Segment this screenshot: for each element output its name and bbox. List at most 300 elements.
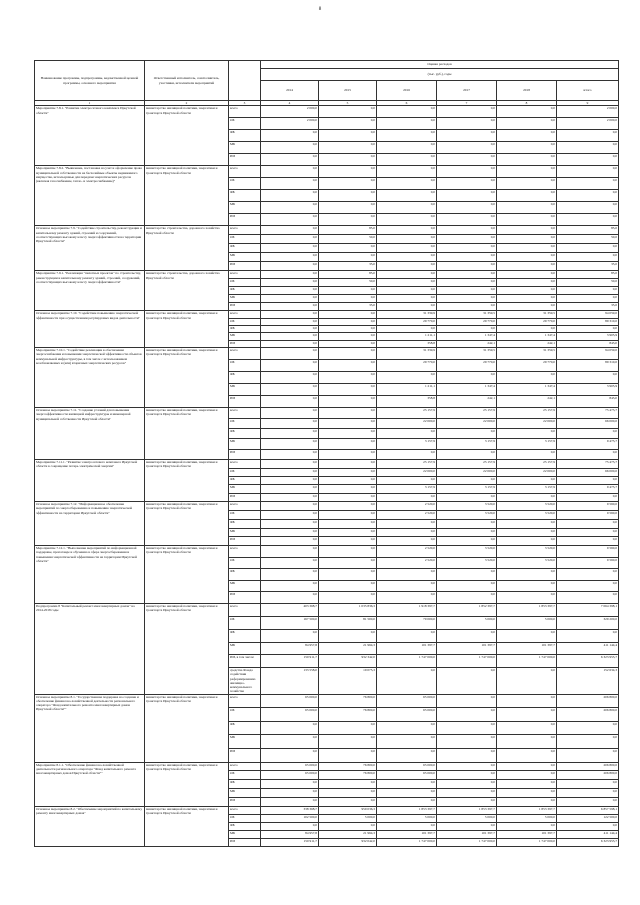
amount-cell: 65 000,0 bbox=[261, 694, 319, 708]
activity-name: Мероприятие 7.8.1. "Развитие электросетевого комплекса Иркутской области" bbox=[35, 106, 145, 166]
amount-cell: 0,0 bbox=[319, 318, 377, 325]
amount-cell: 0,0 bbox=[497, 822, 557, 830]
amount-cell: 0,0 bbox=[437, 449, 497, 459]
activity-name: Мероприятие 7.9.1. "Реализация "пилотных проектов" по строительству, реконструкции и капитальному ремонту зданий, строений, сооружений, соответствующих высокому классу энергоэффективности" bbox=[35, 271, 145, 311]
amount-cell: 0,0 bbox=[437, 493, 497, 501]
amount-cell: 0,0 bbox=[319, 428, 377, 438]
amount-cell: 65 000,0 bbox=[377, 694, 437, 708]
amount-cell: 29 770,0 bbox=[497, 318, 557, 325]
funding-source: всего bbox=[229, 694, 261, 708]
amount-cell: 0,0 bbox=[377, 202, 437, 214]
amount-cell: 0,0 bbox=[497, 762, 557, 771]
column-index: 9 bbox=[557, 101, 619, 106]
amount-cell: 0,0 bbox=[319, 372, 377, 384]
amount-cell: 50,0 bbox=[557, 235, 619, 244]
amount-cell: 0,0 bbox=[437, 771, 497, 780]
amount-cell: 3 905,9 bbox=[557, 384, 619, 396]
amount-cell: 152 634,3 bbox=[557, 668, 619, 695]
amount-cell: 0,0 bbox=[319, 580, 377, 592]
column-index: 8 bbox=[497, 101, 557, 106]
funding-source: ОБ bbox=[229, 814, 261, 822]
column-index: 4 bbox=[261, 101, 319, 106]
amount-cell: 1 918 397,7 bbox=[377, 604, 437, 617]
amount-cell: 242,1 bbox=[437, 340, 497, 347]
amount-cell: 9 473,7 bbox=[557, 439, 619, 449]
amount-cell: 0,0 bbox=[319, 178, 377, 190]
amount-cell: 843,0 bbox=[557, 396, 619, 408]
amount-cell: 2 000,0 bbox=[557, 106, 619, 118]
funding-source: ОБ bbox=[229, 360, 261, 372]
amount-cell: 0,0 bbox=[377, 178, 437, 190]
amount-cell: 0,0 bbox=[497, 789, 557, 798]
amount-cell: 0,0 bbox=[377, 735, 437, 749]
header-year: 2018 bbox=[497, 81, 557, 101]
amount-cell: 0,0 bbox=[319, 629, 377, 642]
header-year: итого bbox=[557, 81, 619, 101]
funding-source: МБ bbox=[229, 253, 261, 262]
amount-cell: 22 000,0 bbox=[377, 418, 437, 428]
funding-source: ИИ bbox=[229, 592, 261, 604]
funding-source: ФБ bbox=[229, 629, 261, 642]
amount-cell: 0,0 bbox=[557, 528, 619, 537]
amount-cell: 0,0 bbox=[437, 130, 497, 142]
amount-cell: 0,0 bbox=[261, 279, 319, 287]
amount-cell: 0,0 bbox=[377, 130, 437, 142]
amount-cell: 29 770,0 bbox=[377, 360, 437, 372]
amount-cell: 0,0 bbox=[261, 502, 319, 511]
amount-cell: 101 397,7 bbox=[437, 642, 497, 655]
amount-cell: 9 560,0 bbox=[557, 502, 619, 511]
amount-cell: 0,0 bbox=[261, 311, 319, 318]
activity-name: Мероприятие 7.11.1. "Развитие электросетевого комплекса Иркутской области в сокращение потерь электрической энергии" bbox=[35, 460, 145, 502]
amount-cell: 1 747 000,0 bbox=[497, 838, 557, 846]
amount-cell: 50,0 bbox=[319, 235, 377, 244]
amount-cell: 3 520,0 bbox=[497, 546, 557, 558]
amount-cell: 242,1 bbox=[437, 396, 497, 408]
amount-cell: 0,0 bbox=[497, 130, 557, 142]
amount-cell: 0,0 bbox=[437, 178, 497, 190]
amount-cell: 76 800,0 bbox=[319, 694, 377, 708]
table-row bbox=[35, 106, 619, 118]
amount-cell: 0,0 bbox=[319, 780, 377, 789]
amount-cell: 3 520,0 bbox=[437, 546, 497, 558]
header-responsible: Ответственный исполнитель, соисполнитель, участники, исполнители мероприятий bbox=[145, 61, 229, 101]
amount-cell: 0,0 bbox=[261, 262, 319, 271]
amount-cell: 35,0 bbox=[319, 262, 377, 271]
amount-cell: 0,0 bbox=[497, 771, 557, 780]
amount-cell: 133 558,0 bbox=[261, 668, 319, 695]
amount-cell: 0,0 bbox=[497, 428, 557, 438]
amount-cell: 0,0 bbox=[437, 142, 497, 154]
amount-cell: 25 157,9 bbox=[377, 460, 437, 468]
amount-cell: 0,0 bbox=[261, 360, 319, 372]
amount-cell: 22 000,0 bbox=[377, 468, 437, 476]
funding-source: ФБ bbox=[229, 372, 261, 384]
amount-cell: 0,0 bbox=[377, 154, 437, 166]
responsible-executor: министерство жилищной политики, энергетики и транспорта Иркутской области bbox=[145, 694, 229, 762]
amount-cell: 0,0 bbox=[497, 287, 557, 295]
amount-cell: 0,0 bbox=[497, 449, 557, 459]
amount-cell: 0,0 bbox=[319, 130, 377, 142]
amount-cell: 102 500,0 bbox=[261, 814, 319, 822]
activity-name: Мероприятие 8.1.1. "Обеспечение финансово-хозяйственной деятельности регионального оператора "Фонд капитального ремонта многоквартирных домов Иркутской области"" bbox=[35, 762, 145, 806]
funding-source: ИИ bbox=[229, 449, 261, 459]
amount-cell: 0,0 bbox=[319, 569, 377, 581]
funding-source: МБ bbox=[229, 580, 261, 592]
amount-cell: 0,0 bbox=[261, 476, 319, 484]
amount-cell: 0,0 bbox=[557, 493, 619, 501]
amount-cell: 329 200,0 bbox=[557, 616, 619, 629]
funding-source: ФБ bbox=[229, 519, 261, 528]
amount-cell: 0,0 bbox=[497, 142, 557, 154]
amount-cell: 89 310,0 bbox=[557, 360, 619, 372]
amount-cell: 0,0 bbox=[377, 668, 437, 695]
amount-cell: 0,0 bbox=[497, 592, 557, 604]
amount-cell: 0,0 bbox=[319, 287, 377, 295]
funding-source: МБ bbox=[229, 735, 261, 749]
funding-source: всего bbox=[229, 348, 261, 360]
amount-cell: 0,0 bbox=[319, 557, 377, 569]
amount-cell: 0,0 bbox=[557, 519, 619, 528]
activity-name: Мероприятие 7.10.1. "Содействие реализации в обеспечении энергоснабжения и повышении энергетической эффективности объектов коммунальной инфраструктуры, в том числе с использованием возобновляемых и (или) вторичных энергетических ресурсов" bbox=[35, 348, 145, 408]
amount-cell: 0,0 bbox=[497, 519, 557, 528]
amount-cell: 0,0 bbox=[437, 822, 497, 830]
amount-cell: 5 000,0 bbox=[319, 814, 377, 822]
amount-cell: 2 000,0 bbox=[557, 118, 619, 130]
amount-cell: 0,0 bbox=[319, 519, 377, 528]
amount-cell: 2 000,0 bbox=[261, 106, 319, 118]
amount-cell: 0,0 bbox=[497, 214, 557, 226]
amount-cell: 0,0 bbox=[261, 372, 319, 384]
activity-name: Основное мероприятие 8.1. "Государственная поддержка на создание и обеспечение финансово-хозяйственной деятельности регионального оператора "Фонд капитального ремонта многоквартирных домов Иркутской области"" bbox=[35, 694, 145, 762]
amount-cell: 0,0 bbox=[557, 780, 619, 789]
responsible-executor: министерство жилищной политики, энергетики и транспорта Иркутской области bbox=[145, 502, 229, 546]
table-row bbox=[35, 604, 619, 617]
amount-cell: 0,0 bbox=[261, 460, 319, 468]
amount-cell: 0,0 bbox=[377, 253, 437, 262]
amount-cell: 0,0 bbox=[261, 557, 319, 569]
amount-cell: 0,0 bbox=[319, 106, 377, 118]
funding-source: всего bbox=[229, 271, 261, 279]
amount-cell: 411 144,4 bbox=[557, 830, 619, 838]
amount-cell: 0,0 bbox=[261, 546, 319, 558]
funding-source: всего bbox=[229, 502, 261, 511]
amount-cell: 0,0 bbox=[497, 476, 557, 484]
amount-cell: 242,1 bbox=[497, 396, 557, 408]
amount-cell: 1 747 000,0 bbox=[437, 655, 497, 668]
amount-cell: 85,0 bbox=[319, 226, 377, 235]
amount-cell: 0,0 bbox=[319, 493, 377, 501]
amount-cell: 0,0 bbox=[497, 749, 557, 763]
amount-cell: 1 211,1 bbox=[377, 333, 437, 340]
funding-source: всего bbox=[229, 806, 261, 814]
amount-cell: 0,0 bbox=[261, 408, 319, 418]
amount-cell: 3 520,0 bbox=[437, 502, 497, 511]
amount-cell: 0,0 bbox=[497, 735, 557, 749]
amount-cell: 0,0 bbox=[319, 166, 377, 178]
amount-cell: 0,0 bbox=[497, 106, 557, 118]
amount-cell: 150 911,7 bbox=[261, 655, 319, 668]
amount-cell: 0,0 bbox=[557, 629, 619, 642]
amount-cell: 150 911,7 bbox=[261, 838, 319, 846]
amount-cell: 0,0 bbox=[437, 428, 497, 438]
amount-cell: 65 000,0 bbox=[377, 771, 437, 780]
amount-cell: 0,0 bbox=[557, 202, 619, 214]
amount-cell: 0,0 bbox=[557, 295, 619, 303]
amount-cell: 0,0 bbox=[261, 797, 319, 806]
amount-cell: 0,0 bbox=[557, 287, 619, 295]
funding-source: всего bbox=[229, 166, 261, 178]
amount-cell: 0,0 bbox=[497, 244, 557, 253]
responsible-executor: министерство жилищной политики, энергетики и транспорта Иркутской области bbox=[145, 106, 229, 166]
amount-cell: 338 368,7 bbox=[261, 806, 319, 814]
amount-cell: 0,0 bbox=[377, 235, 437, 244]
amount-cell: 0,0 bbox=[437, 271, 497, 279]
funding-source: МБ bbox=[229, 142, 261, 154]
activity-name: Мероприятие 7.8.2. "Выявление, постановка на учет и оформление права муниципальной собственности на бесхозяйные объекты недвижимого имущества, используемые для передачи энергетических ресурсов (включая газоснабжение, тепло- и электроснабжение)" bbox=[35, 166, 145, 226]
funding-source: ИИ bbox=[229, 340, 261, 347]
amount-cell: 0,0 bbox=[497, 326, 557, 333]
funding-source: ОБ bbox=[229, 510, 261, 519]
amount-cell: 0,0 bbox=[557, 569, 619, 581]
amount-cell: 101 397,7 bbox=[497, 642, 557, 655]
amount-cell: 206 800,0 bbox=[557, 762, 619, 771]
amount-cell: 0,0 bbox=[377, 295, 437, 303]
amount-cell: 9 560,0 bbox=[557, 557, 619, 569]
amount-cell: 3 157,9 bbox=[497, 485, 557, 493]
funding-source: ФБ bbox=[229, 721, 261, 735]
amount-cell: 101 397,7 bbox=[377, 642, 437, 655]
amount-cell: 0,0 bbox=[319, 311, 377, 318]
amount-cell: 0,0 bbox=[261, 721, 319, 735]
amount-cell: 31 359,5 bbox=[497, 348, 557, 360]
amount-cell: 3 520,0 bbox=[497, 510, 557, 519]
amount-cell: 1 035 836,3 bbox=[319, 604, 377, 617]
amount-cell: 0,0 bbox=[557, 789, 619, 798]
amount-cell: 70 000,0 bbox=[377, 616, 437, 629]
amount-cell: 0,0 bbox=[261, 780, 319, 789]
amount-cell: 84 957,8 bbox=[261, 830, 319, 838]
responsible-executor: министерство жилищной политики, энергетики и транспорта Иркутской области bbox=[145, 546, 229, 604]
funding-source: МБ bbox=[229, 528, 261, 537]
amount-cell: 0,0 bbox=[437, 797, 497, 806]
amount-cell: 0,0 bbox=[319, 214, 377, 226]
funding-source: ФБ bbox=[229, 476, 261, 484]
header-year: 2015 bbox=[319, 81, 377, 101]
amount-cell: 0,0 bbox=[261, 348, 319, 360]
amount-cell: 65 000,0 bbox=[261, 708, 319, 722]
amount-cell: 959 036,3 bbox=[319, 806, 377, 814]
column-index: 5 bbox=[319, 101, 377, 106]
funding-source: всего bbox=[229, 408, 261, 418]
amount-cell: 1 747 000,0 bbox=[377, 655, 437, 668]
amount-cell: 0,0 bbox=[319, 537, 377, 546]
amount-cell: 0,0 bbox=[261, 214, 319, 226]
amount-cell: 0,0 bbox=[261, 439, 319, 449]
amount-cell: 0,0 bbox=[261, 287, 319, 295]
funding-source: МБ bbox=[229, 202, 261, 214]
responsible-executor: министерство строительства, дорожного хозяйства Иркутской области bbox=[145, 226, 229, 271]
amount-cell: 0,0 bbox=[377, 822, 437, 830]
amount-cell: 0,0 bbox=[437, 721, 497, 735]
amount-cell: 0,0 bbox=[261, 142, 319, 154]
amount-cell: 0,0 bbox=[557, 735, 619, 749]
funding-source: всего bbox=[229, 546, 261, 558]
amount-cell: 0,0 bbox=[497, 694, 557, 708]
amount-cell: 0,0 bbox=[497, 295, 557, 303]
activity-name: Основное мероприятие 7.9. "Содействие строительству, реконструкции и капитальному ремонту зданий, строений и сооружений, соответствующих высокому классу энергоэффективности на территории Иркутской области" bbox=[35, 226, 145, 271]
amount-cell: 1 747 000,0 bbox=[497, 655, 557, 668]
amount-cell: 35,0 bbox=[557, 262, 619, 271]
amount-cell: 0,0 bbox=[319, 118, 377, 130]
amount-cell: 0,0 bbox=[319, 326, 377, 333]
amount-cell: 25 157,9 bbox=[377, 408, 437, 418]
amount-cell: 0,0 bbox=[557, 190, 619, 202]
amount-cell: 0,0 bbox=[497, 279, 557, 287]
amount-cell: 0,0 bbox=[437, 668, 497, 695]
funding-source: ФБ bbox=[229, 130, 261, 142]
amount-cell: 21 994,3 bbox=[319, 830, 377, 838]
amount-cell: 0,0 bbox=[377, 287, 437, 295]
amount-cell: 3 157,9 bbox=[437, 439, 497, 449]
amount-cell: 22 000,0 bbox=[497, 468, 557, 476]
amount-cell: 3 157,9 bbox=[437, 485, 497, 493]
responsible-executor: министерство жилищной политики, энергетики и транспорта Иркутской области bbox=[145, 604, 229, 695]
amount-cell: 0,0 bbox=[437, 580, 497, 592]
amount-cell: 50,0 bbox=[557, 279, 619, 287]
amount-cell: 0,0 bbox=[261, 418, 319, 428]
budget-table bbox=[34, 60, 619, 847]
amount-cell: 0,0 bbox=[319, 360, 377, 372]
amount-cell: 0,0 bbox=[377, 749, 437, 763]
amount-cell: 101 397,7 bbox=[437, 830, 497, 838]
amount-cell: 6 857 598,1 bbox=[557, 806, 619, 814]
amount-cell: 242,1 bbox=[497, 340, 557, 347]
amount-cell: 0,0 bbox=[557, 154, 619, 166]
amount-cell: 0,0 bbox=[319, 592, 377, 604]
amount-cell: 21 994,3 bbox=[319, 642, 377, 655]
header-name: Наименование программы, подпрограммы, ведомственной целевой программы, основного мероприятия bbox=[35, 61, 145, 101]
funding-source: всего bbox=[229, 311, 261, 318]
amount-cell: 0,0 bbox=[437, 372, 497, 384]
amount-cell: 0,0 bbox=[261, 519, 319, 528]
amount-cell: 7 064 398,1 bbox=[557, 604, 619, 617]
amount-cell: 0,0 bbox=[319, 485, 377, 493]
amount-cell: 0,0 bbox=[261, 510, 319, 519]
amount-cell: 0,0 bbox=[319, 510, 377, 519]
amount-cell: 3 520,0 bbox=[437, 510, 497, 519]
amount-cell: 1 347,4 bbox=[437, 384, 497, 396]
amount-cell: 0,0 bbox=[261, 333, 319, 340]
amount-cell: 206 800,0 bbox=[557, 771, 619, 780]
amount-cell: 0,0 bbox=[261, 190, 319, 202]
funding-source: ОБ bbox=[229, 178, 261, 190]
amount-cell: 2 520,0 bbox=[377, 502, 437, 511]
responsible-executor: министерство жилищной политики, энергетики и транспорта Иркутской области bbox=[145, 762, 229, 806]
amount-cell: 85,0 bbox=[557, 271, 619, 279]
funding-source: ИИ, в том числе: bbox=[229, 655, 261, 668]
funding-source: ИИ bbox=[229, 396, 261, 408]
funding-source: ФБ bbox=[229, 428, 261, 438]
amount-cell: 0,0 bbox=[557, 372, 619, 384]
amount-cell: 0,0 bbox=[261, 569, 319, 581]
funding-source: ИИ bbox=[229, 262, 261, 271]
amount-cell: 85,0 bbox=[557, 226, 619, 235]
amount-cell: 0,0 bbox=[497, 797, 557, 806]
table-row bbox=[35, 806, 619, 814]
amount-cell: 0,0 bbox=[497, 569, 557, 581]
table-row bbox=[35, 694, 619, 708]
amount-cell: 0,0 bbox=[437, 528, 497, 537]
amount-cell: 0,0 bbox=[437, 694, 497, 708]
amount-cell: 0,0 bbox=[557, 721, 619, 735]
amount-cell: 0,0 bbox=[557, 130, 619, 142]
activity-name: Мероприятие 7.12.1. "Выполнение мероприятий по информационной поддержке, пропаганде и обучению в сфере энергосбережения и повышения энергетической эффективности на территории Иркутской области" bbox=[35, 546, 145, 604]
amount-cell: 0,0 bbox=[319, 154, 377, 166]
amount-cell: 0,0 bbox=[437, 519, 497, 528]
amount-cell: 0,0 bbox=[437, 287, 497, 295]
amount-cell: 2 520,0 bbox=[377, 546, 437, 558]
amount-cell: 25 157,9 bbox=[497, 408, 557, 418]
amount-cell: 0,0 bbox=[377, 118, 437, 130]
funding-source: ОБ bbox=[229, 418, 261, 428]
amount-cell: 0,0 bbox=[377, 166, 437, 178]
amount-cell: 0,0 bbox=[319, 789, 377, 798]
amount-cell: 3 520,0 bbox=[437, 557, 497, 569]
amount-cell: 0,0 bbox=[261, 235, 319, 244]
funding-source: ИИ bbox=[229, 749, 261, 763]
amount-cell: 0,0 bbox=[437, 762, 497, 771]
amount-cell: 0,0 bbox=[319, 418, 377, 428]
amount-cell: 0,0 bbox=[437, 789, 497, 798]
amount-cell: 0,0 bbox=[319, 190, 377, 202]
amount-cell: 0,0 bbox=[261, 493, 319, 501]
amount-cell: 76 800,0 bbox=[319, 762, 377, 771]
amount-cell: 1 347,4 bbox=[437, 333, 497, 340]
amount-cell: 65 000,0 bbox=[377, 708, 437, 722]
table-row bbox=[35, 546, 619, 558]
funding-source: ФБ bbox=[229, 822, 261, 830]
activity-name: Основное мероприятие 7.11. "Создание условий для повышения энергоэффективности жилищной инфраструктуры и инженерной муниципальной собственности Иркутской области" bbox=[35, 408, 145, 460]
amount-cell: 0,0 bbox=[437, 214, 497, 226]
funding-source: ИИ bbox=[229, 214, 261, 226]
amount-cell: 0,0 bbox=[437, 106, 497, 118]
funding-source: МБ bbox=[229, 789, 261, 798]
amount-cell: 0,0 bbox=[377, 190, 437, 202]
amount-cell: 0,0 bbox=[319, 295, 377, 303]
funding-source: МБ bbox=[229, 439, 261, 449]
amount-cell: 65 000,0 bbox=[261, 771, 319, 780]
amount-cell: 0,0 bbox=[497, 154, 557, 166]
funding-source: МБ bbox=[229, 830, 261, 838]
amount-cell: 3 520,0 bbox=[497, 557, 557, 569]
header-source bbox=[229, 61, 261, 101]
amount-cell: 0,0 bbox=[557, 326, 619, 333]
amount-cell: 932 342,0 bbox=[319, 655, 377, 668]
funding-source: всего bbox=[229, 226, 261, 235]
header-estimate: Оценка расходов bbox=[261, 61, 619, 69]
amount-cell: 9 560,0 bbox=[557, 510, 619, 519]
amount-cell: 0,0 bbox=[319, 244, 377, 253]
activity-name: Подпрограмма 8 "Капитальный ремонт многоквартирных домов" на 2014-2018 годы bbox=[35, 604, 145, 695]
amount-cell: 9 473,7 bbox=[557, 485, 619, 493]
amount-cell: 0,0 bbox=[497, 721, 557, 735]
amount-cell: 0,0 bbox=[557, 142, 619, 154]
amount-cell: 1 747 000,0 bbox=[377, 838, 437, 846]
funding-source: ОБ bbox=[229, 557, 261, 569]
amount-cell: 1 347,4 bbox=[497, 384, 557, 396]
amount-cell: 0,0 bbox=[261, 318, 319, 325]
